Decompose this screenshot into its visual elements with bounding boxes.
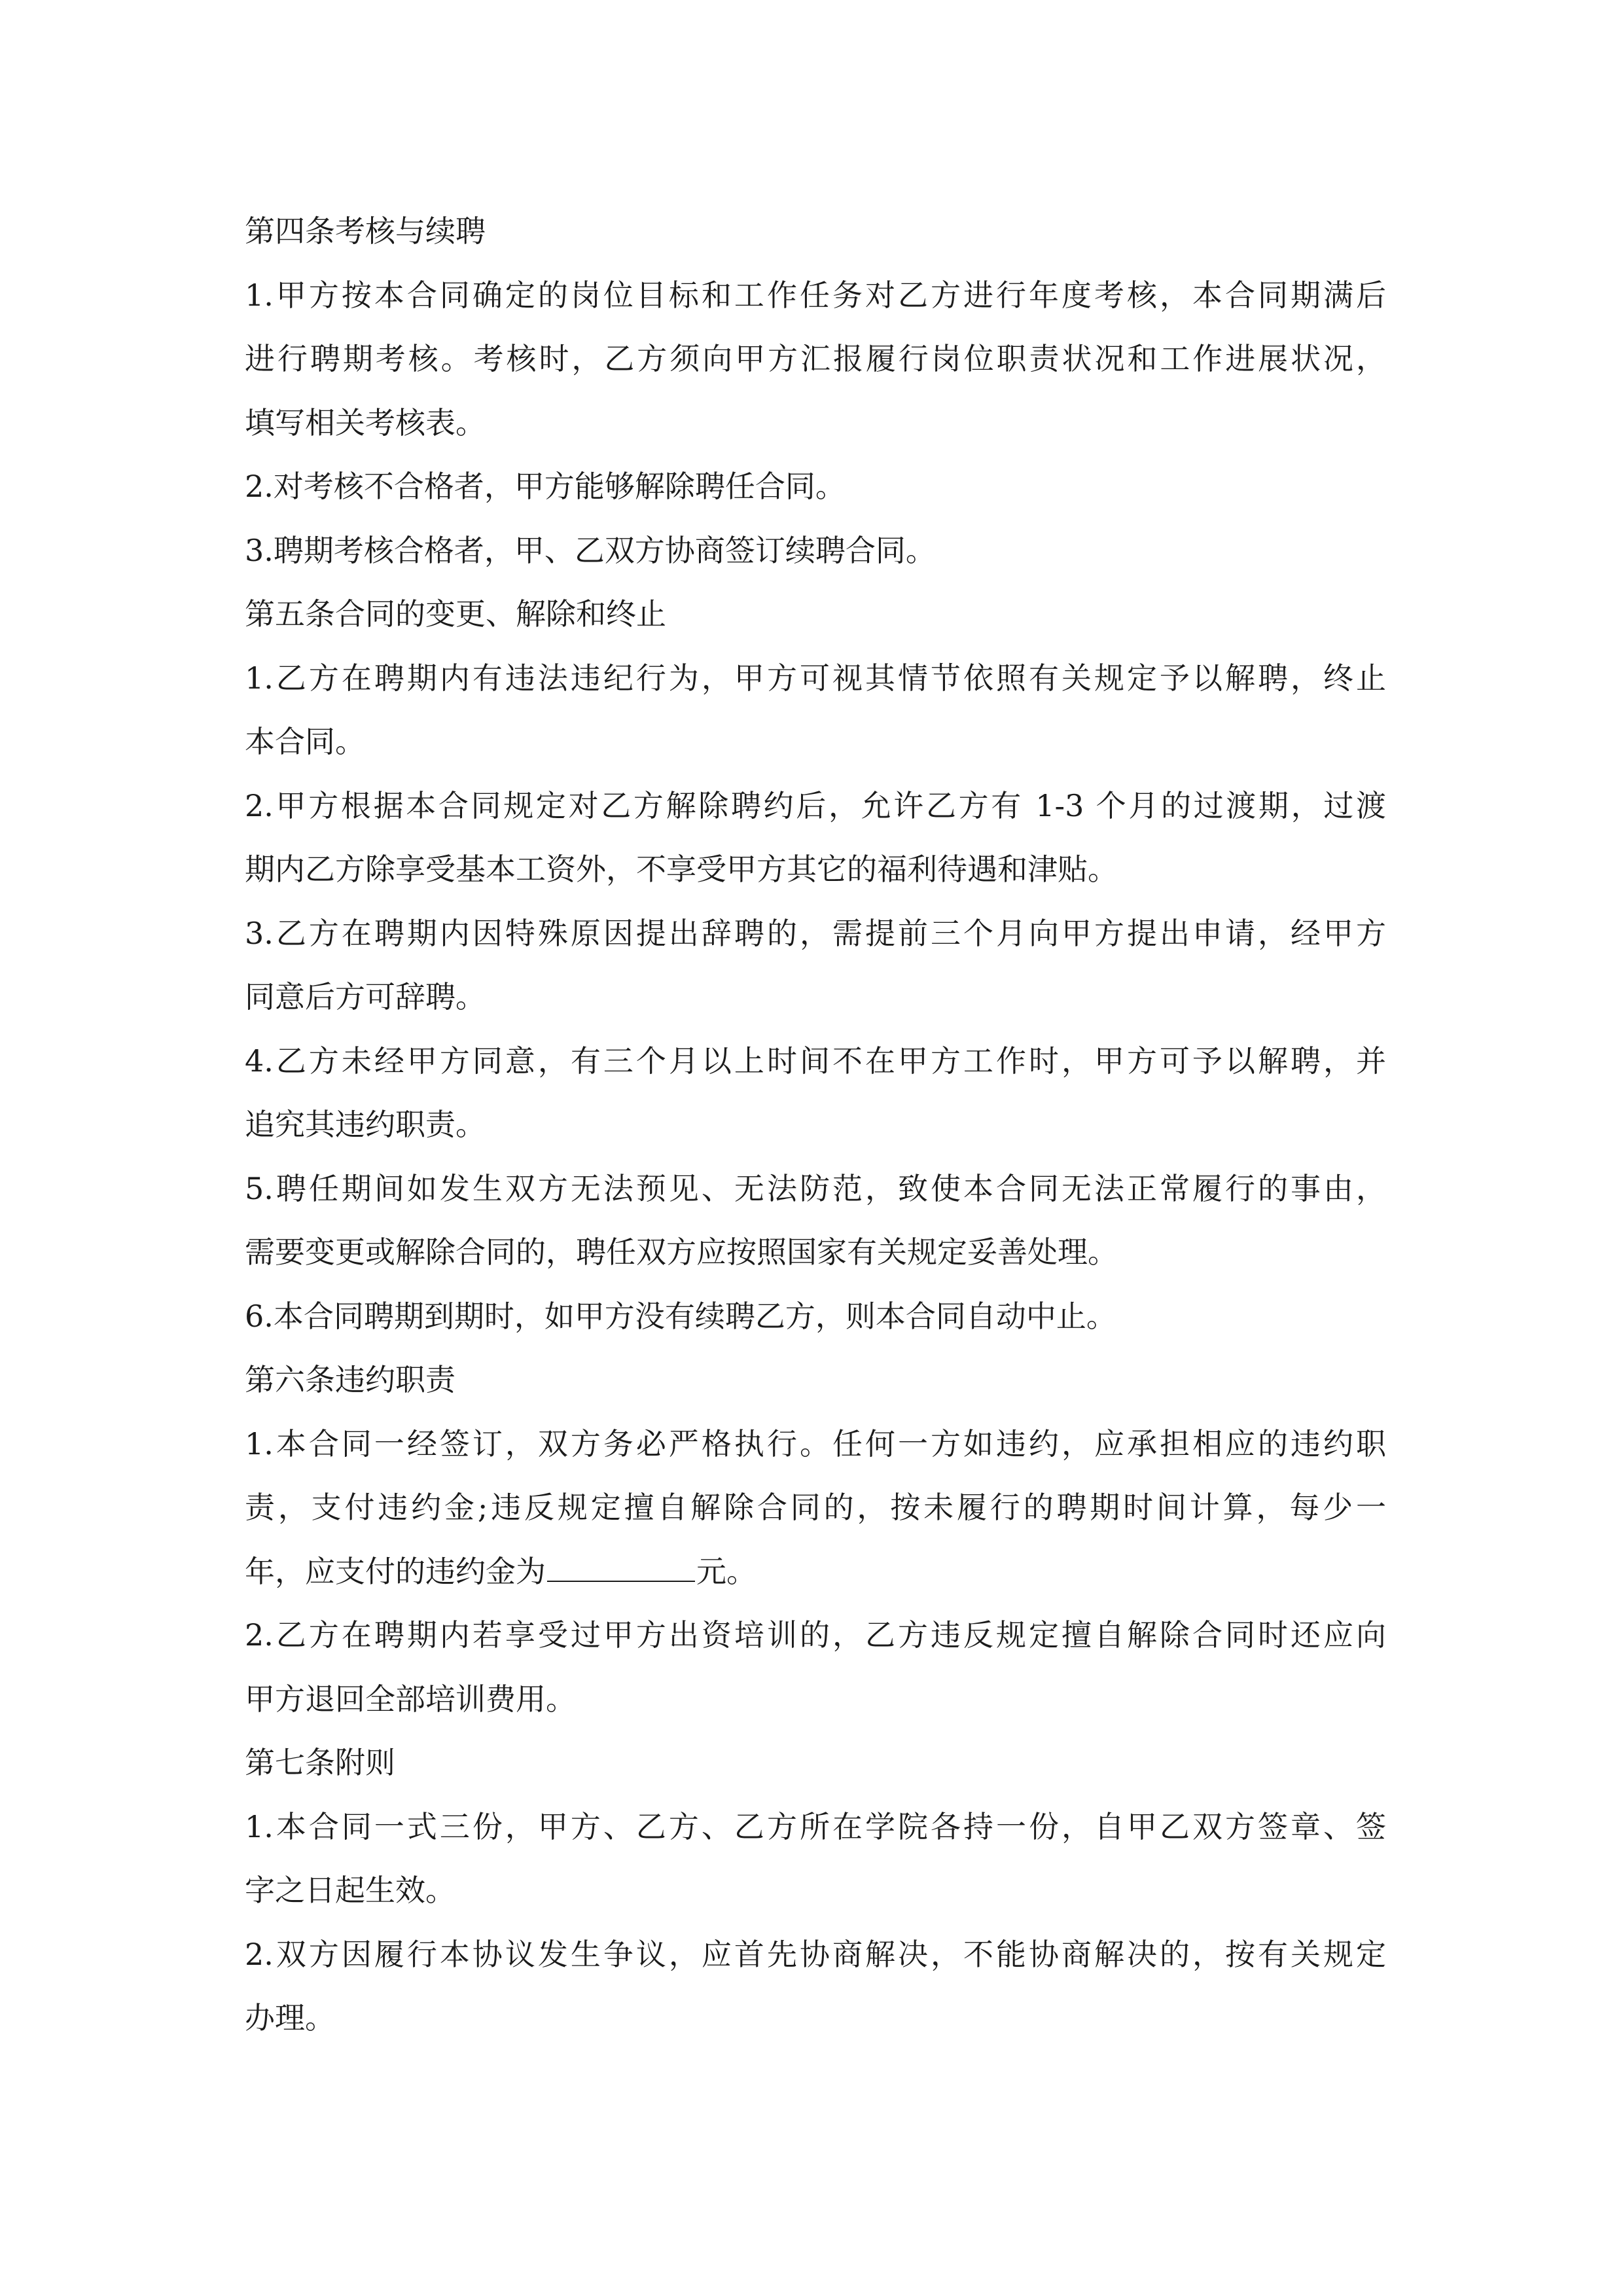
article-4-item-2: 2.对考核不合格者，甲方能够解除聘任合同。: [245, 469, 846, 504]
article-5-item-1-line-2: 本合同。: [245, 724, 365, 759]
penalty-text-suffix: 元。: [696, 1553, 757, 1589]
article-4-item-1-line-3: 填写相关考核表。: [245, 404, 486, 440]
article-5-heading: 第五条合同的变更、解除和终止: [245, 596, 666, 632]
contract-body: [245, 200, 1386, 2051]
article-7-item-1-line-1: 1.本合同一式三份，甲方、乙方、乙方所在学院各持一份，自甲乙双方签章、签: [245, 1808, 1386, 1844]
article-5-item-3-line-2: 同意后方可辞聘。: [245, 979, 486, 1014]
article-6-item-1-line-3: [245, 1540, 1386, 1604]
article-5-item-4-line-1: 4.乙方未经甲方同意，有三个月以上时间不在甲方工作时，甲方可予以解聘，并: [245, 1043, 1386, 1079]
penalty-text-prefix: 年，应支付的违约金为: [245, 1553, 546, 1589]
article-5-item-1-line-1: 1.乙方在聘期内有违法违纪行为，甲方可视其情节依照有关规定予以解聘，终止: [245, 660, 1386, 696]
article-5-item-5-line-2: 需要变更或解除合同的，聘任双方应按照国家有关规定妥善处理。: [245, 1234, 1118, 1270]
article-4-item-3: 3.聘期考核合格者，甲、乙双方协商签订续聘合同。: [245, 532, 936, 568]
article-4-heading: 第四条考核与续聘: [245, 213, 486, 249]
article-5-item-6: 6.本合同聘期到期时，如甲方没有续聘乙方，则本合同自动中止。: [245, 1298, 1116, 1334]
article-6-item-1-line-1: 1.本合同一经签订，双方务必严格执行。任何一方如违约，应承担相应的违约职: [245, 1426, 1386, 1462]
article-5-item-2-line-1: 2.甲方根据本合同规定对乙方解除聘约后，允许乙方有 1-3 个月的过渡期，过渡: [245, 787, 1386, 823]
article-4-item-1-line-2: 进行聘期考核。考核时，乙方须向甲方汇报履行岗位职责状况和工作进展状况，: [245, 341, 1386, 376]
article-7-item-2-line-2: 办理。: [245, 2000, 335, 2036]
article-5-item-3-line-1: 3.乙方在聘期内因特殊原因提出辞聘的，需提前三个月向甲方提出申请，经甲方: [245, 915, 1386, 951]
article-7-item-1-line-2: 字之日起生效。: [245, 1873, 455, 1908]
article-5-item-4-line-2: 追究其违约职责。: [245, 1107, 486, 1142]
article-6-heading: 第六条违约职责: [245, 1362, 455, 1397]
article-7-heading: 第七条附则: [245, 1745, 395, 1780]
article-6-item-1-line-2: 责，支付违约金;违反规定擅自解除合同的，按未履行的聘期时间计算，每少一: [245, 1490, 1386, 1525]
article-6-item-2-line-2: 甲方退回全部培训费用。: [245, 1681, 576, 1717]
penalty-amount-blank: [547, 1554, 695, 1582]
article-4-item-1-line-1: 1.甲方按本合同确定的岗位目标和工作任务对乙方进行年度考核，本合同期满后: [245, 277, 1386, 313]
article-5-item-5-line-1: 5.聘任期间如发生双方无法预见、无法防范，致使本合同无法正常履行的事由，: [245, 1170, 1386, 1206]
article-5-item-2-line-2: 期内乙方除享受基本工资外，不享受甲方其它的福利待遇和津贴。: [245, 852, 1118, 887]
article-7-item-2-line-1: 2.双方因履行本协议发生争议，应首先协商解决，不能协商解决的，按有关规定: [245, 1936, 1386, 1972]
article-6-item-2-line-1: 2.乙方在聘期内若享受过甲方出资培训的，乙方违反规定擅自解除合同时还应向: [245, 1617, 1386, 1653]
